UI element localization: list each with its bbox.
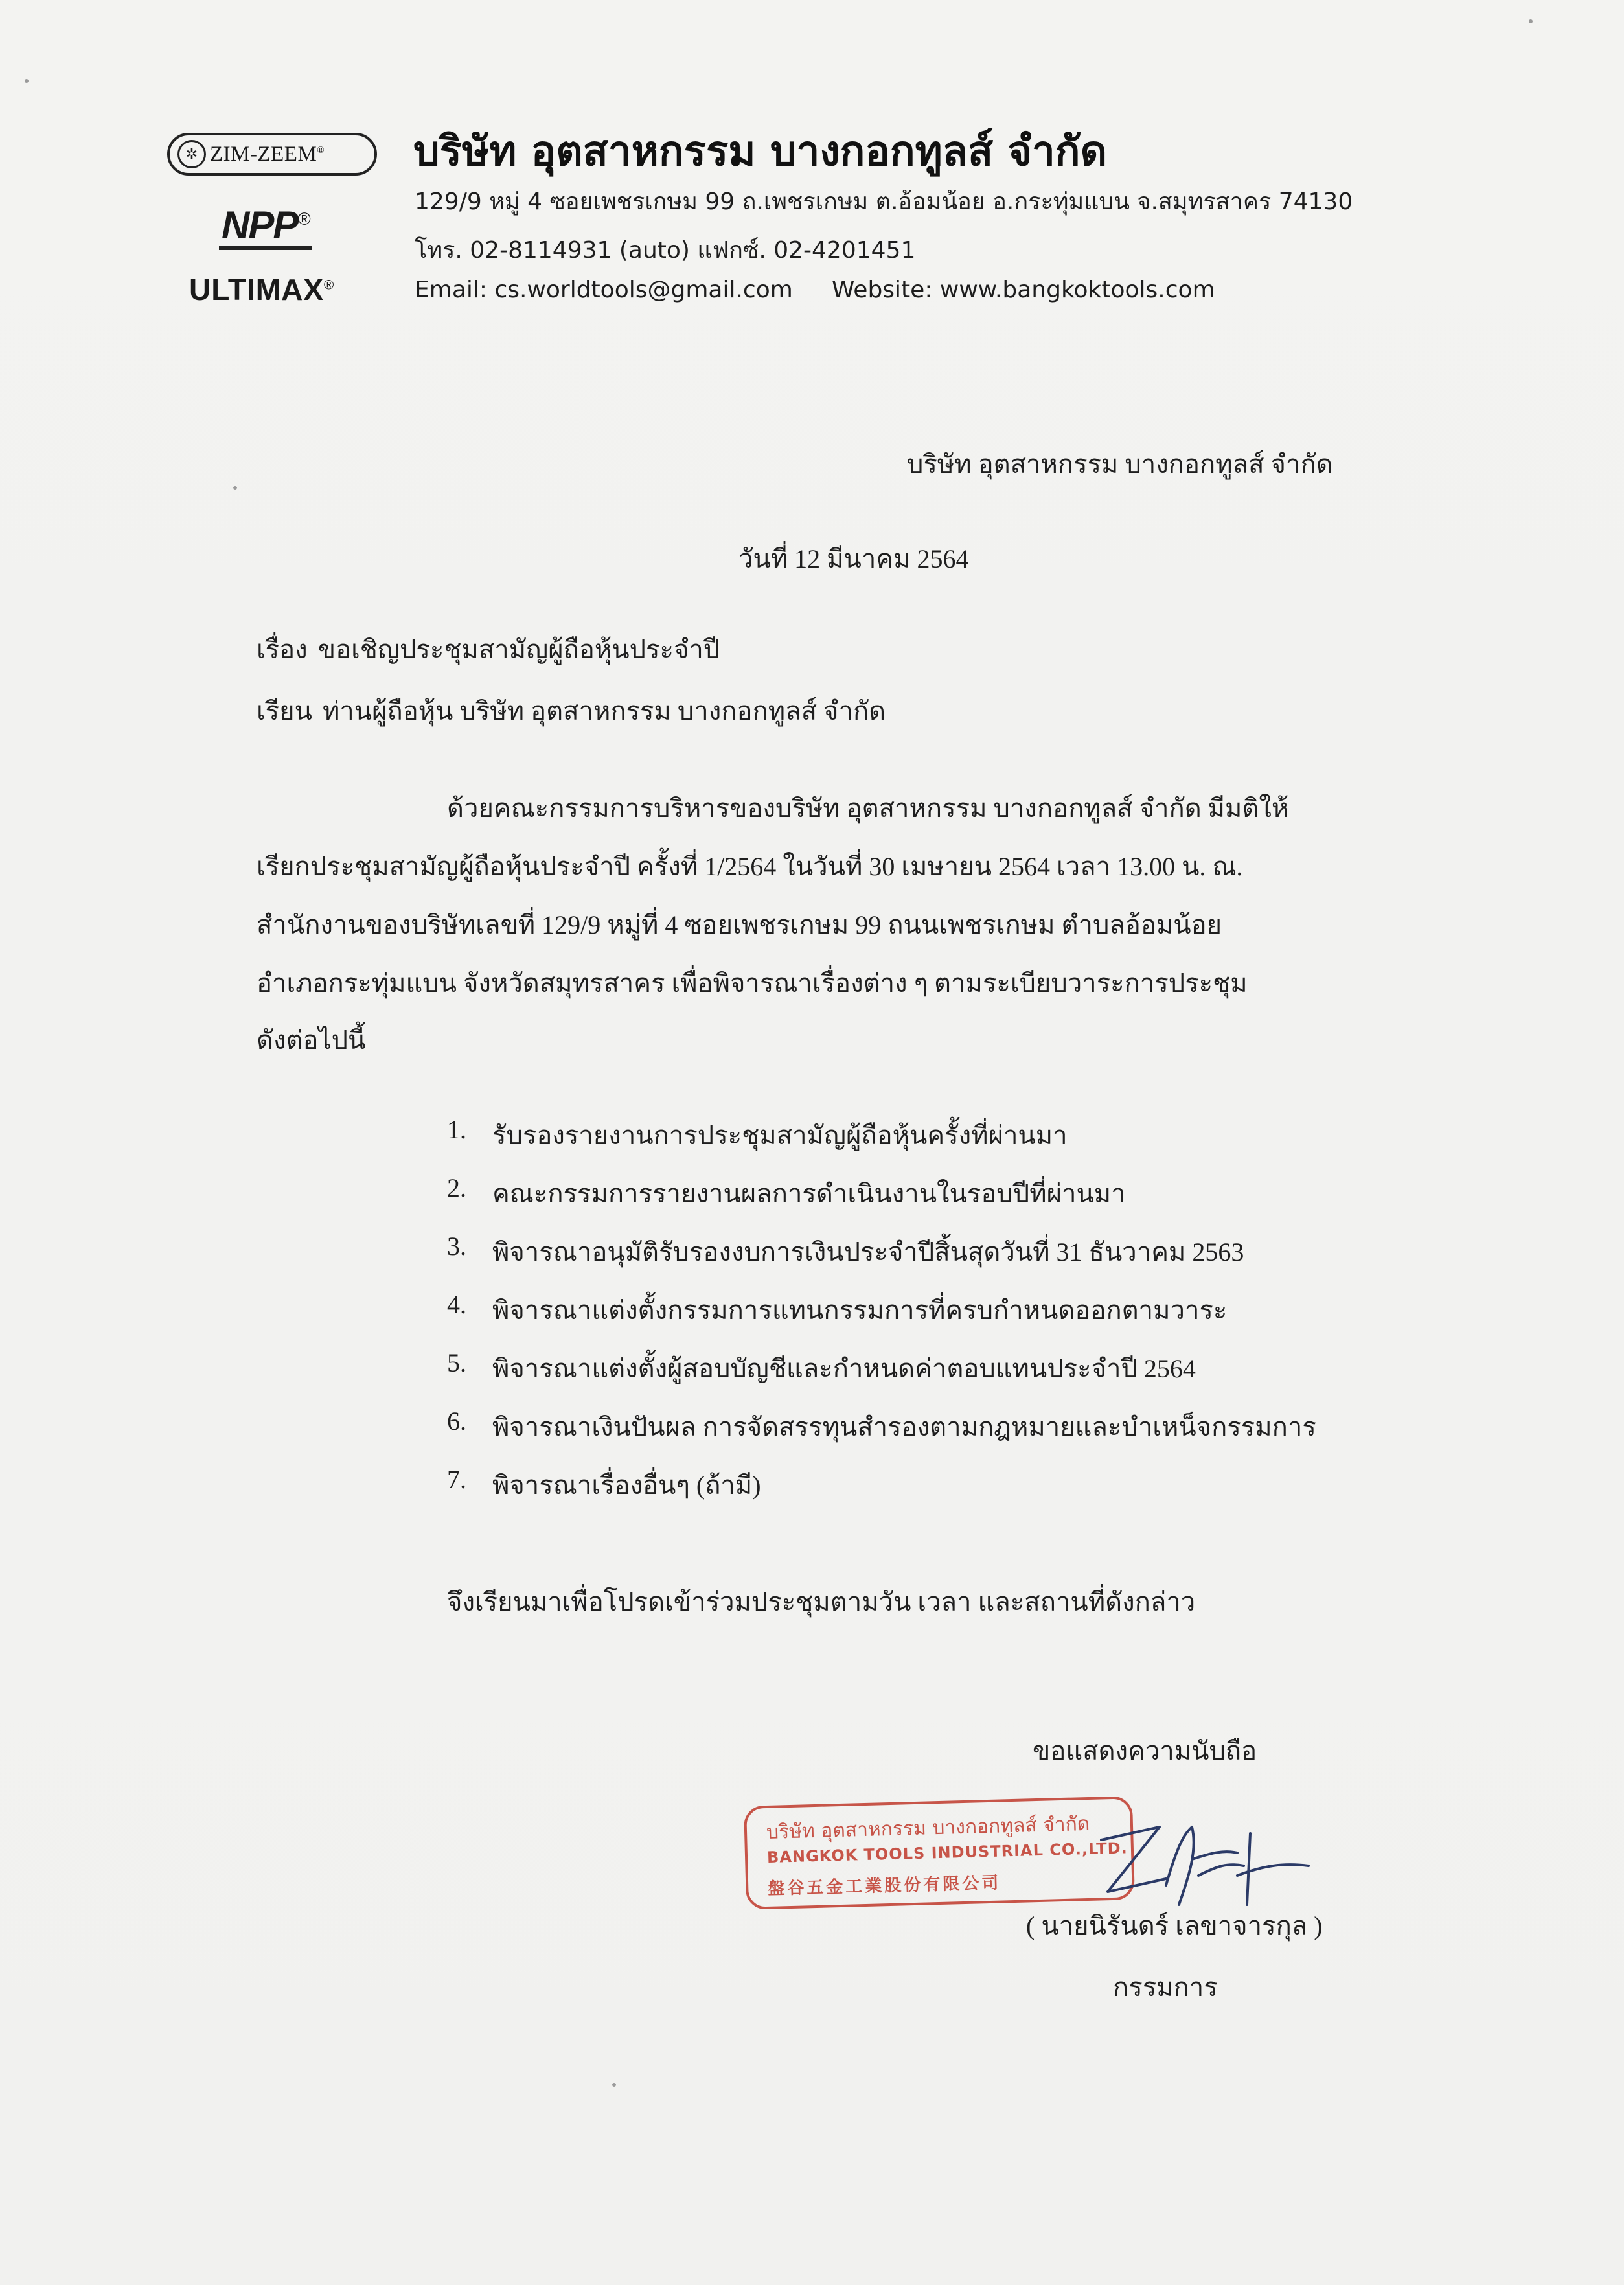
letterhead-company-name: บริษัท อุตสาหกรรม บางกอกทูลส์ จำกัด: [413, 128, 1108, 176]
subject-label: เรื่อง: [257, 635, 308, 664]
subject-text: ขอเชิญประชุมสามัญผู้ถือหุ้นประจำปี: [317, 635, 720, 664]
company-stamp: [744, 1796, 1135, 1910]
agenda-text: พิจารณาเงินปันผล การจัดสรรทุนสำรองตามกฎหมายและบำเหน็จกรรมการ: [492, 1412, 1316, 1441]
agenda-item: [447, 1289, 1316, 1348]
signer-name: ( นายนิรันดร์ เลขาจารกุล ): [1026, 1911, 1323, 1940]
zimzeem-emblem-icon: ✲: [177, 140, 206, 168]
closing-paragraph: จึงเรียนมาเพื่อโปรดเข้าร่วมประชุมตามวัน เวลา และสถานที่ดังกล่าว: [447, 1587, 1196, 1616]
body-line: ดังต่อไปนี้: [257, 1026, 366, 1055]
stamp-chinese-name: 盤谷五金工業股份有限公司: [767, 1873, 1001, 1899]
agenda-number: 5.: [447, 1348, 466, 1377]
agenda-text: พิจารณาแต่งตั้งกรรมการแทนกรรมการที่ครบกำหนดออกตามวาระ: [492, 1296, 1228, 1325]
recipient-text: ท่านผู้ถือหุ้น บริษัท อุตสาหกรรม บางกอกทูลส์ จำกัด: [322, 696, 886, 726]
body-line: ด้วยคณะกรรมการบริหารของบริษัท อุตสาหกรรม บางกอกทูลส์ จำกัด มีมติให้: [447, 794, 1289, 823]
agenda-text: คณะกรรมการรายงานผลการดำเนินงานในรอบปีที่ผ่านมา: [492, 1179, 1126, 1208]
agenda-text: พิจารณาแต่งตั้งผู้สอบบัญชีและกำหนดค่าตอบแทนประจำปี 2564: [492, 1354, 1196, 1383]
letter-date: วันที่ 12 มีนาคม 2564: [738, 544, 969, 573]
agenda-number: 2.: [447, 1173, 466, 1202]
body-line: อำเภอกระทุ่มแบน จังหวัดสมุทรสาคร เพื่อพิจารณาเรื่องต่าง ๆ ตามระเบียบวาระการประชุม: [257, 969, 1248, 998]
zimzeem-logo: [167, 133, 377, 176]
scan-speck: [612, 2083, 616, 2087]
handwritten-signature: [1088, 1814, 1321, 1911]
npp-logo: NPP®: [219, 200, 312, 250]
letter-recipient: [257, 690, 886, 731]
agenda-text: พิจารณาเรื่องอื่นๆ (ถ้ามี): [492, 1471, 761, 1500]
sender-company: บริษัท อุตสาหกรรม บางกอกทูลส์ จำกัด: [907, 450, 1333, 479]
letterhead-email: Email: cs.worldtools@gmail.com: [415, 277, 793, 303]
agenda-text: พิจารณาอนุมัติรับรองงบการเงินประจำปีสิ้นสุดวันที่ 31 ธันวาคม 2563: [492, 1237, 1244, 1267]
agenda-item: [447, 1173, 1316, 1231]
agenda-number: 7.: [447, 1465, 466, 1494]
agenda-item: [447, 1464, 1316, 1522]
letterhead-contact: [415, 277, 1215, 303]
agenda-item: [447, 1348, 1316, 1406]
agenda-list: [447, 1114, 1316, 1522]
agenda-number: 6.: [447, 1407, 466, 1436]
agenda-item: [447, 1231, 1316, 1289]
scan-speck: [25, 79, 29, 83]
stamp-english-name: BANGKOK TOOLS INDUSTRIAL CO.,LTD.: [766, 1839, 1128, 1866]
letterhead-phone-fax: โทร. 02-8114931 (auto) แฟกซ์. 02-4201451: [415, 237, 916, 264]
signer-title: กรรมการ: [1113, 1973, 1218, 2002]
body-line: เรียกประชุมสามัญผู้ถือหุ้นประจำปี ครั้งที่ 1/2564 ในวันที่ 30 เมษายน 2564 เวลา 13.00 น. ณ.: [257, 852, 1243, 881]
agenda-number: 4.: [447, 1290, 466, 1319]
scan-speck: [233, 486, 237, 490]
agenda-text: รับรองรายงานการประชุมสามัญผู้ถือหุ้นครั้งที่ผ่านมา: [492, 1121, 1068, 1150]
letterhead-website: Website: www.bangkoktools.com: [831, 277, 1215, 303]
agenda-item: [447, 1406, 1316, 1464]
letterhead-address: 129/9 หมู่ 4 ซอยเพชรเกษม 99 ถ.เพชรเกษม ต.อ้อมน้อย อ.กระทุ่มแบน จ.สมุทรสาคร 74130: [415, 189, 1353, 215]
ultimax-logo: ULTIMAX®: [189, 273, 335, 306]
stamp-thai-name: บริษัท อุตสาหกรรม บางกอกทูลส์ จำกัด: [766, 1812, 1090, 1844]
recipient-label: เรียน: [257, 696, 312, 726]
agenda-number: 1.: [447, 1115, 466, 1144]
letter-subject: [257, 628, 720, 670]
agenda-number: 3.: [447, 1232, 466, 1261]
closing-regards: ขอแสดงความนับถือ: [1033, 1736, 1257, 1765]
zimzeem-logo-text: ZIM-ZEEM®: [210, 142, 325, 166]
scan-speck: [1529, 19, 1533, 23]
agenda-item: [447, 1114, 1316, 1173]
body-line: สำนักงานของบริษัทเลขที่ 129/9 หมู่ที่ 4 ซอยเพชรเกษม 99 ถนนเพชรเกษม ตำบลอ้อมน้อย: [257, 910, 1222, 939]
